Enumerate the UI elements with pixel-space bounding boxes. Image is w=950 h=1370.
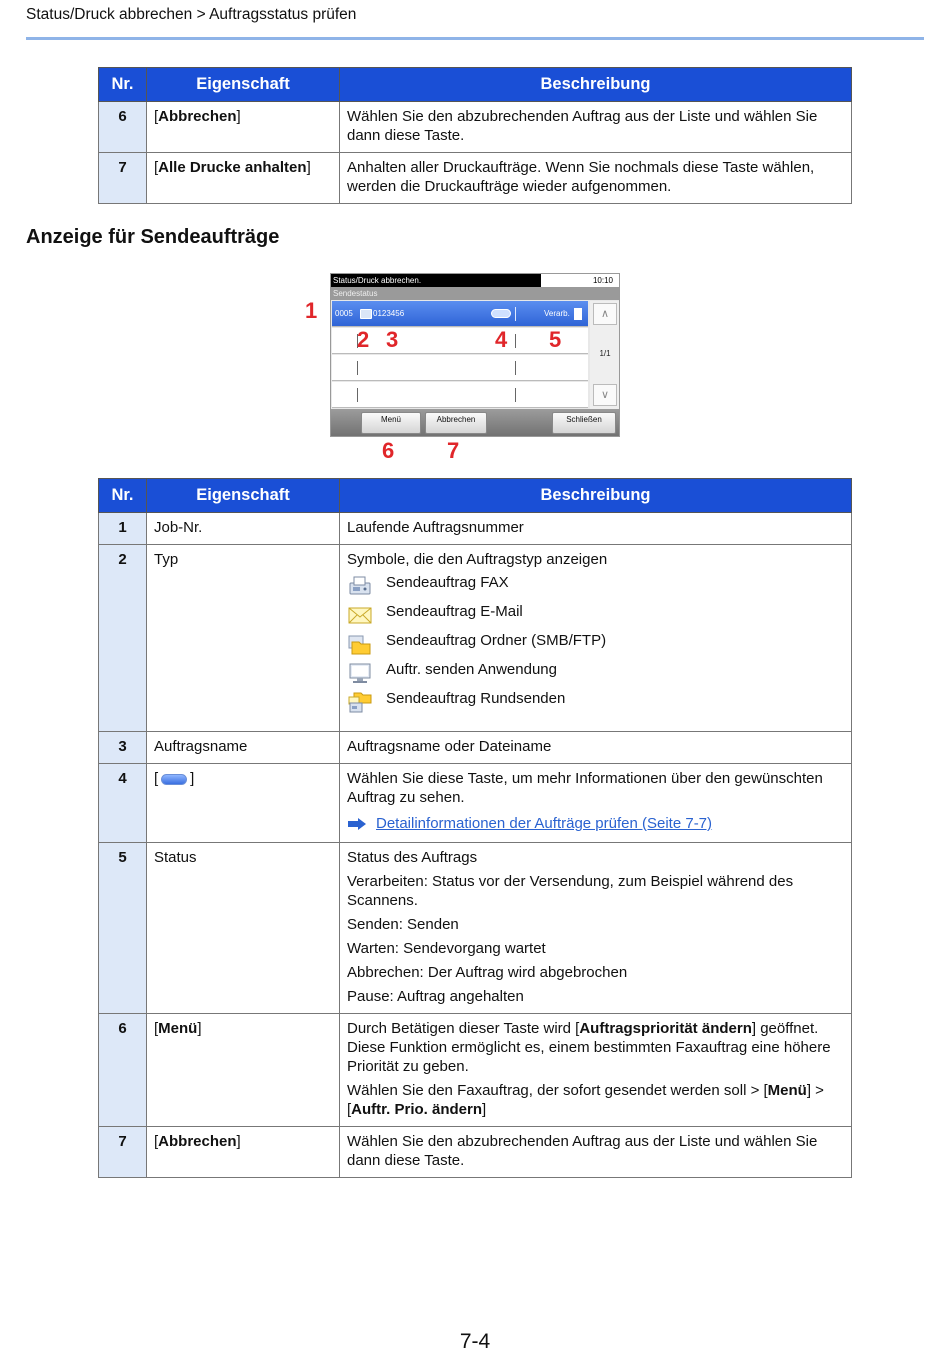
section-title: Anzeige für Sendeaufträge bbox=[26, 226, 280, 248]
row-number: 6 bbox=[99, 102, 147, 153]
type-label: Sendeauftrag Rundsenden bbox=[386, 690, 566, 707]
table-header-row bbox=[99, 68, 852, 102]
menu-description: Durch Betätigen dieser Taste wird [Auftragspriorität ändern] geöffnet. Diese Funktion ermöglicht es, einem bestimmten Faxauftrag eine höhere Priorität zu geben. bbox=[347, 1020, 831, 1075]
column-divider bbox=[515, 307, 516, 321]
broadcast-icon bbox=[348, 691, 372, 713]
row-number: 7 bbox=[99, 1127, 147, 1178]
row-property: [Abbrechen] bbox=[147, 102, 340, 153]
job-number: 0005 bbox=[335, 309, 353, 318]
detail-description: Wählen Sie diese Taste, um mehr Informationen über den gewünschten Auftrag zu sehen. bbox=[347, 770, 823, 806]
screen-button-bar bbox=[331, 409, 620, 437]
row-description: Wählen Sie den abzubrechenden Auftrag aus der Liste und wählen Sie dann diese Taste. bbox=[340, 1127, 852, 1178]
email-icon bbox=[348, 604, 372, 626]
screen-time: 10:10 bbox=[592, 276, 613, 285]
column-divider bbox=[357, 361, 358, 375]
type-label: Auftr. senden Anwendung bbox=[386, 661, 557, 678]
type-item bbox=[347, 689, 844, 718]
row-description bbox=[340, 843, 852, 1014]
type-label: Sendeauftrag FAX bbox=[386, 574, 509, 591]
row-number: 1 bbox=[99, 513, 147, 545]
column-divider bbox=[515, 361, 516, 375]
row-property: Job-Nr. bbox=[147, 513, 340, 545]
detail-info-link[interactable]: Detailinformationen der Aufträge prüfen (Seite 7-7) bbox=[376, 815, 713, 832]
row-property: [Abbrechen] bbox=[147, 1127, 340, 1178]
row-description: Wählen Sie den abzubrechenden Auftrag aus der Liste und wählen Sie dann diese Taste. bbox=[340, 102, 852, 153]
row-description: Laufende Auftragsnummer bbox=[340, 513, 852, 545]
table-row bbox=[99, 843, 852, 1014]
menu-procedure: Wählen Sie den Faxauftrag, der sofort gesendet werden soll > [Menü] > [Auftr. Prio. ändern] bbox=[347, 1082, 824, 1118]
type-label: Sendeauftrag E-Mail bbox=[386, 603, 523, 620]
screen-title: Status/Druck abbrechen. bbox=[331, 274, 541, 287]
page-indicator: 1/1 bbox=[599, 349, 611, 358]
callout-1: 1 bbox=[305, 298, 318, 323]
row-property: Status bbox=[147, 843, 340, 1014]
table-row bbox=[99, 153, 852, 204]
status-indicator bbox=[574, 308, 582, 320]
scroll-panel bbox=[590, 301, 620, 409]
header-nr: Nr. bbox=[99, 68, 147, 102]
cross-reference bbox=[347, 814, 844, 833]
column-divider bbox=[515, 388, 516, 402]
cancel-button[interactable]: Abbrechen bbox=[425, 412, 487, 434]
row-property: Auftragsname bbox=[147, 732, 340, 764]
send-job-table bbox=[98, 478, 852, 1178]
status-line: Warten: Sendevorgang wartet bbox=[347, 940, 546, 957]
callout-7: 7 bbox=[447, 438, 460, 463]
job-row-selected[interactable] bbox=[332, 301, 588, 327]
row-description: Auftragsname oder Dateiname bbox=[340, 732, 852, 764]
row-number: 4 bbox=[99, 764, 147, 843]
close-button[interactable]: Schließen bbox=[552, 412, 616, 434]
type-item bbox=[347, 573, 844, 602]
fax-icon bbox=[360, 309, 372, 319]
header-rule bbox=[26, 37, 924, 40]
type-item bbox=[347, 631, 844, 660]
row-description: Anhalten aller Druckaufträge. Wenn Sie nochmals diese Taste wählen, werden die Druckaufträge wieder aufgenommen. bbox=[340, 153, 852, 204]
row-property: Typ bbox=[147, 545, 340, 732]
row-property: [Menü] bbox=[147, 1014, 340, 1127]
screen-subtitle: Sendestatus bbox=[331, 287, 620, 300]
row-number: 2 bbox=[99, 545, 147, 732]
job-row-empty[interactable] bbox=[332, 382, 588, 408]
job-status: Verarb. bbox=[544, 309, 570, 318]
header-property: Eigenschaft bbox=[147, 68, 340, 102]
callout-5: 5 bbox=[549, 327, 562, 352]
status-line: Abbrechen: Der Auftrag wird abgebrochen bbox=[347, 964, 628, 981]
status-line: Senden: Senden bbox=[347, 916, 459, 933]
send-status-screen bbox=[330, 273, 620, 437]
status-line: Status des Auftrags bbox=[347, 849, 478, 866]
row-description bbox=[340, 764, 852, 843]
print-job-table bbox=[98, 67, 852, 204]
arrow-right-icon bbox=[347, 817, 367, 831]
type-item bbox=[347, 602, 844, 631]
table-row bbox=[99, 545, 852, 732]
scroll-down-button[interactable]: ∨ bbox=[593, 384, 617, 406]
type-label: Sendeauftrag Ordner (SMB/FTP) bbox=[386, 632, 607, 649]
row-number: 5 bbox=[99, 843, 147, 1014]
application-icon bbox=[348, 662, 372, 684]
row-property: [Alle Drucke anhalten] bbox=[147, 153, 340, 204]
callout-6: 6 bbox=[382, 438, 395, 463]
table-header-row bbox=[99, 479, 852, 513]
header-description: Beschreibung bbox=[340, 479, 852, 513]
detail-button-icon bbox=[161, 774, 187, 785]
table-row bbox=[99, 513, 852, 545]
column-divider bbox=[357, 388, 358, 402]
callout-4: 4 bbox=[495, 327, 508, 352]
callout-3: 3 bbox=[386, 327, 399, 352]
callout-2: 2 bbox=[357, 327, 370, 352]
row-description bbox=[340, 1014, 852, 1127]
status-line: Pause: Auftrag angehalten bbox=[347, 988, 524, 1005]
header-nr: Nr. bbox=[99, 479, 147, 513]
page-number: 7-4 bbox=[459, 1330, 491, 1353]
folder-icon bbox=[348, 633, 372, 655]
row-property: [ ] bbox=[147, 764, 340, 843]
type-list bbox=[347, 573, 844, 718]
scroll-up-button[interactable]: ∧ bbox=[593, 303, 617, 325]
type-intro: Symbole, die den Auftragstyp anzeigen bbox=[347, 551, 608, 568]
row-number: 6 bbox=[99, 1014, 147, 1127]
job-row-empty[interactable] bbox=[332, 355, 588, 381]
detail-button[interactable] bbox=[491, 309, 511, 318]
menu-button[interactable]: Menü bbox=[361, 412, 421, 434]
row-description bbox=[340, 545, 852, 732]
fax-icon bbox=[348, 575, 372, 597]
table-row bbox=[99, 1014, 852, 1127]
header-property: Eigenschaft bbox=[147, 479, 340, 513]
row-number: 7 bbox=[99, 153, 147, 204]
table-row bbox=[99, 732, 852, 764]
table-row bbox=[99, 1127, 852, 1178]
header-description: Beschreibung bbox=[340, 68, 852, 102]
table-row bbox=[99, 764, 852, 843]
breadcrumb: Status/Druck abbrechen > Auftragsstatus prüfen bbox=[26, 6, 357, 23]
type-item bbox=[347, 660, 844, 689]
job-name: 0123456 bbox=[373, 309, 405, 318]
table-row bbox=[99, 102, 852, 153]
status-line: Verarbeiten: Status vor der Versendung, zum Beispiel während des Scannens. bbox=[347, 873, 794, 909]
row-number: 3 bbox=[99, 732, 147, 764]
column-divider bbox=[515, 334, 516, 348]
